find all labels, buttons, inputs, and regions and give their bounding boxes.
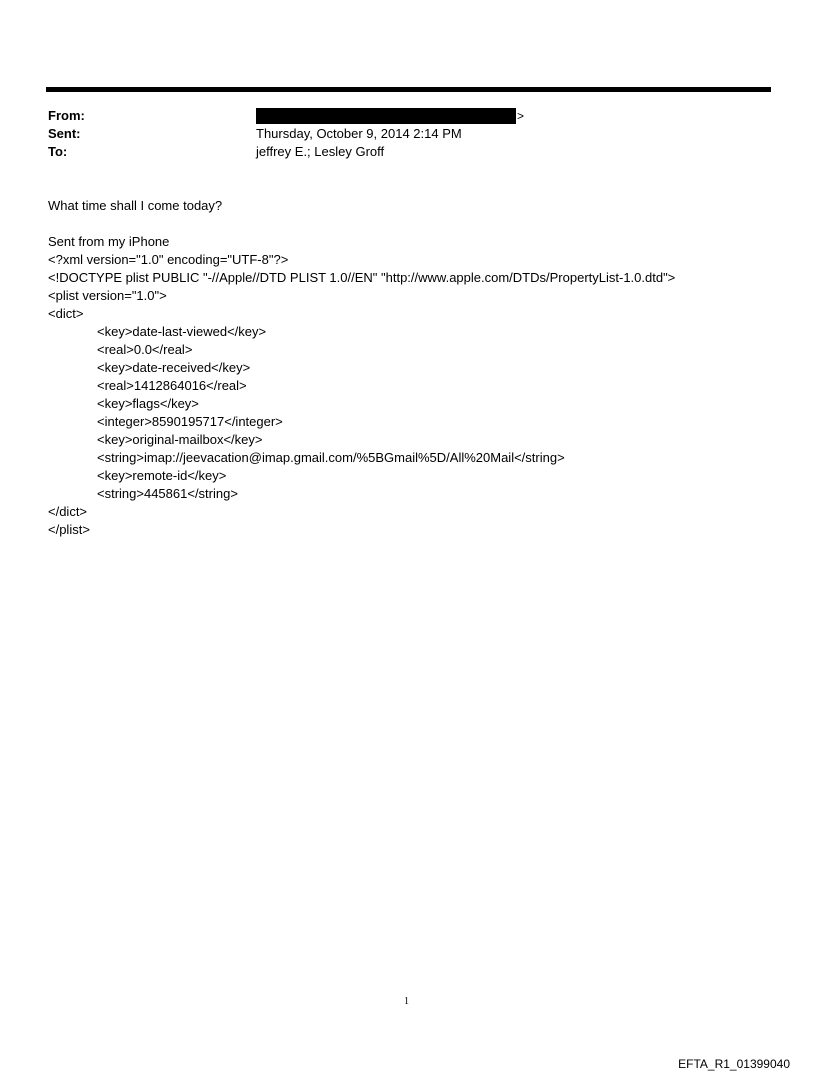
- from-suffix: >: [517, 109, 525, 123]
- xml-line: <real>0.0</real>: [97, 342, 193, 357]
- xml-line: <integer>8590195717</integer>: [97, 414, 283, 429]
- xml-line: <key>date-received</key>: [97, 360, 251, 375]
- header-rule: [46, 87, 771, 92]
- xml-line: <key>flags</key>: [97, 396, 199, 411]
- xml-line: <dict>: [48, 306, 84, 321]
- xml-line: <key>original-mailbox</key>: [97, 432, 263, 447]
- sent-value: Thursday, October 9, 2014 2:14 PM: [256, 126, 462, 141]
- xml-line: <!DOCTYPE plist PUBLIC "-//Apple//DTD PLIST 1.0//EN" "http://www.apple.com/DTDs/PropertyList-1.0.dtd">: [48, 270, 676, 285]
- message-text: What time shall I come today?: [48, 198, 223, 213]
- bates-number: EFTA_R1_01399040: [678, 1057, 790, 1071]
- to-label: To:: [48, 144, 68, 159]
- from-label: From:: [48, 108, 85, 123]
- page-number: 1: [404, 996, 409, 1007]
- xml-line: <real>1412864016</real>: [97, 378, 247, 393]
- redacted-sender: [256, 108, 516, 124]
- xml-line: <string>imap://jeevacation@imap.gmail.com/%5BGmail%5D/All%20Mail</string>: [97, 450, 565, 465]
- xml-line: <plist version="1.0">: [48, 288, 167, 303]
- xml-line: <key>date-last-viewed</key>: [97, 324, 267, 339]
- xml-line: </plist>: [48, 522, 90, 537]
- sent-label: Sent:: [48, 126, 81, 141]
- to-value: jeffrey E.; Lesley Groff: [256, 144, 385, 159]
- xml-line: <string>445861</string>: [97, 486, 238, 501]
- xml-line: <?xml version="1.0" encoding="UTF-8"?>: [48, 252, 289, 267]
- xml-line: <key>remote-id</key>: [97, 468, 227, 483]
- xml-line: </dict>: [48, 504, 88, 519]
- signature-text: Sent from my iPhone: [48, 234, 170, 249]
